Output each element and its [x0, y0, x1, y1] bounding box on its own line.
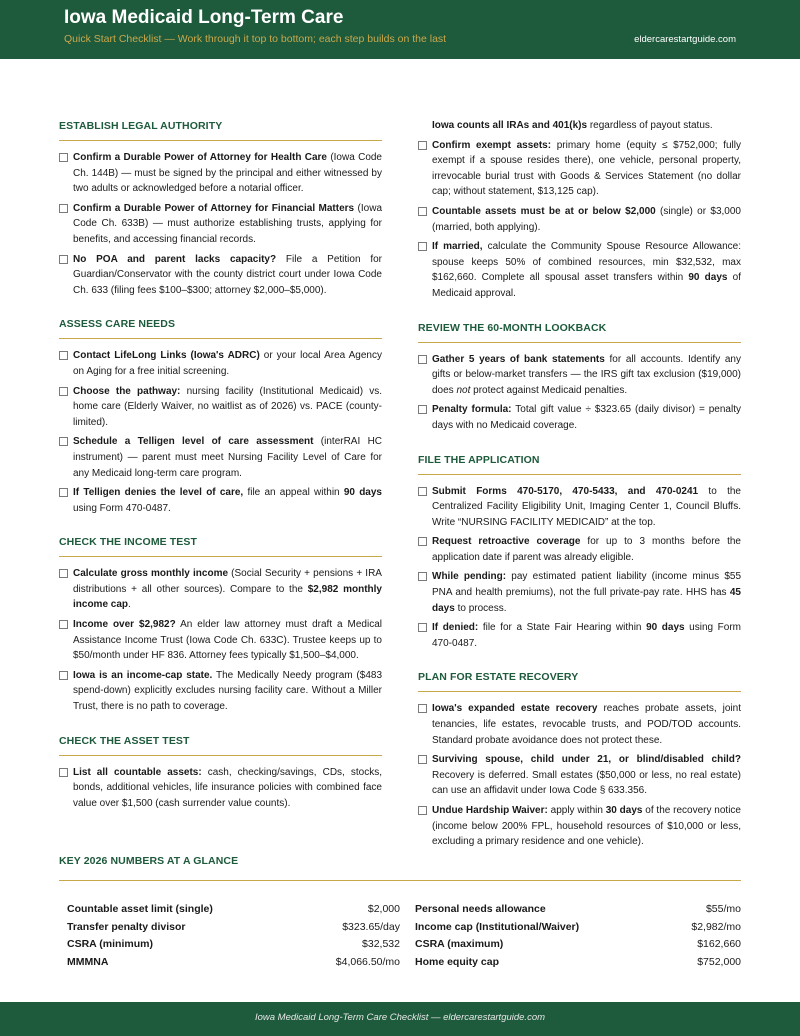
key-row: CSRA (minimum) $32,532	[67, 938, 400, 951]
checklist-item[interactable]: Undue Hardship Waiver: apply within 30 days of the recovery notice (income below 200% FPL, household resources of $10,000 or less, excluding a primary residence and one vehicle).	[418, 803, 741, 850]
checklist-item[interactable]: Iowa's expanded estate recovery reaches probate assets, joint tenancies, life estates, revocable trusts, and POD/TOD accounts. Standard probate avoidance does not protect these.	[418, 701, 741, 748]
checkbox-icon[interactable]	[418, 755, 427, 764]
asset-continuation: Iowa counts all IRAs and 401(k)s regardless of payout status.	[432, 120, 713, 131]
checkbox-icon[interactable]	[59, 351, 68, 360]
key-numbers-left	[67, 903, 400, 973]
checkbox-icon[interactable]	[418, 487, 427, 496]
section-title-care: ASSESS CARE NEEDS	[59, 318, 382, 339]
key-row: MMMNA $4,066.50/mo	[67, 955, 400, 968]
checkbox-icon[interactable]	[59, 255, 68, 264]
checklist-item[interactable]: Calculate gross monthly income (Social Security + pensions + IRA distributions + all other sources). Compare to the $2,982 monthly income cap.	[59, 566, 382, 613]
checklist-item[interactable]: Submit Forms 470-5170, 470-5433, and 470-0241 to the Centralized Facility Eligibility Unit, Imaging Center 1, Council Bluffs. Write “NURSING FACILITY MEDICAID” at the top.	[418, 484, 741, 531]
page-title: Iowa Medicaid Long-Term Care	[64, 7, 344, 28]
checklist-item[interactable]: List all countable assets: cash, checking/savings, CDs, stocks, bonds, additional vehicles, life insurance policies with combined face value over $1,500 (cash surrender value counts).	[59, 765, 382, 812]
checklist-item[interactable]: Confirm a Durable Power of Attorney for Financial Matters (Iowa Code Ch. 633B) — must authorize establishing trusts, applying for benefits, and accessing financial records.	[59, 201, 382, 248]
checklist-item[interactable]: No POA and parent lacks capacity? File a Petition for Guardian/Conservator with the county district court under Iowa Code Ch. 633 (filing fees $100–$300; attorney $2,000–$5,000).	[59, 252, 382, 299]
checkbox-icon[interactable]	[418, 242, 427, 251]
checklist-item[interactable]: Confirm a Durable Power of Attorney for Health Care (Iowa Code Ch. 144B) — must be signed by the principal and either witnessed by two adults or acknowledged before a notarial officer.	[59, 150, 382, 197]
key-row: Home equity cap $752,000	[415, 955, 741, 968]
section-title-legal: ESTABLISH LEGAL AUTHORITY	[59, 120, 382, 141]
checkbox-icon[interactable]	[418, 355, 427, 364]
checkbox-icon[interactable]	[59, 387, 68, 396]
checkbox-icon[interactable]	[418, 572, 427, 581]
checkbox-icon[interactable]	[59, 437, 68, 446]
site-url: eldercarestartguide.com	[634, 34, 736, 45]
checklist-item[interactable]: If denied: file for a State Fair Hearing within 90 days using Form 470-0487.	[418, 620, 741, 651]
page-header	[0, 0, 800, 59]
key-row: Countable asset limit (single) $2,000	[67, 903, 400, 915]
checklist-item[interactable]: Surviving spouse, child under 21, or blind/disabled child? Recovery is deferred. Small estates ($50,000 or less, no real estate) can use an affidavit under Iowa Code § 633.356.	[418, 752, 741, 799]
checklist-item[interactable]: Penalty formula: Total gift value ÷ $323.65 (daily divisor) = penalty days with no Medicaid coverage.	[418, 402, 741, 433]
checkbox-icon[interactable]	[59, 204, 68, 213]
checklist-item[interactable]: Iowa is an income-cap state. The Medically Needy program ($483 spend-down) explicitly excludes nursing facility care. Without a Miller Trust, there is no path to coverage.	[59, 668, 382, 715]
checklist-item[interactable]: Countable assets must be at or below $2,000 (single) or $3,000 (married, both applying).	[418, 204, 741, 235]
page-footer	[0, 1002, 800, 1036]
key-numbers-section	[59, 853, 741, 968]
key-row: CSRA (maximum) $162,660	[415, 938, 741, 951]
checkbox-icon[interactable]	[418, 405, 427, 414]
checkbox-icon[interactable]	[418, 704, 427, 713]
checklist-item[interactable]: Request retroactive coverage for up to 3 months before the application date if parent was already eligible.	[418, 534, 741, 565]
checklist-item[interactable]: Schedule a Telligen level of care assessment (interRAI HC instrument) — parent must meet Nursing Facility Level of Care for any Medicaid long-term care program.	[59, 434, 382, 481]
section-title-income: CHECK THE INCOME TEST	[59, 536, 382, 557]
left-column	[59, 118, 382, 815]
checklist-item[interactable]: While pending: pay estimated patient liability (income minus $55 PNA and health premiums), not the full private-pay rate. HHS has 45 days to process.	[418, 569, 741, 616]
checklist-item[interactable]: Confirm exempt assets: primary home (equity ≤ $752,000; fully exempt if a spouse resides there), one vehicle, personal property, irrevocable burial trust with Goods & Services Statement (no dollar cap; without statement, $13,125 cap).	[418, 138, 741, 200]
checkbox-icon[interactable]	[59, 620, 68, 629]
key-row: Personal needs allowance $55/mo	[415, 903, 741, 915]
checkbox-icon[interactable]	[418, 537, 427, 546]
key-numbers-right	[415, 903, 741, 973]
checklist-item[interactable]: Choose the pathway: nursing facility (Institutional Medicaid) vs. home care (Elderly Waiver, no waitlist as of 2026) vs. PACE (county-limited).	[59, 384, 382, 431]
checklist-item[interactable]: Contact LifeLong Links (Iowa's ADRC) or your local Area Agency on Aging for a free initial screening.	[59, 348, 382, 379]
footer-text: Iowa Medicaid Long-Term Care Checklist — eldercarestartguide.com	[254, 1012, 546, 1023]
page-subtitle: Quick Start Checklist — Work through it top to bottom; each step builds on the last	[64, 33, 447, 45]
checkbox-icon[interactable]	[418, 806, 427, 815]
checkbox-icon[interactable]	[59, 768, 68, 777]
checkbox-icon[interactable]	[59, 488, 68, 497]
section-title-lookback: REVIEW THE 60-MONTH LOOKBACK	[418, 322, 741, 343]
section-title-estate: PLAN FOR ESTATE RECOVERY	[418, 671, 741, 692]
checkbox-icon[interactable]	[59, 569, 68, 578]
checklist-item[interactable]: Gather 5 years of bank statements for all accounts. Identify any gifts or below-market transfers — the IRS gift tax exclusion ($19,000) does not protect against Medicaid penalties.	[418, 352, 741, 399]
section-title-asset: CHECK THE ASSET TEST	[59, 735, 382, 756]
key-row: Transfer penalty divisor $323.65/day	[67, 920, 400, 933]
checkbox-icon[interactable]	[59, 671, 68, 680]
key-row: Income cap (Institutional/Waiver) $2,982/mo	[415, 920, 741, 933]
checkbox-icon[interactable]	[418, 207, 427, 216]
checkbox-icon[interactable]	[59, 153, 68, 162]
checkbox-icon[interactable]	[418, 623, 427, 632]
section-title-file: FILE THE APPLICATION	[418, 454, 741, 475]
checklist-item[interactable]: If married, calculate the Community Spouse Resource Allowance: spouse keeps 50% of combined resources, min $32,532, max $162,660. Complete all spousal asset transfers within 90 days of Medicaid approval.	[418, 239, 741, 301]
right-column	[418, 118, 741, 854]
checklist-item[interactable]: If Telligen denies the level of care, file an appeal within 90 days using Form 470-0487.	[59, 485, 382, 516]
section-title-key-numbers: KEY 2026 NUMBERS AT A GLANCE	[59, 855, 741, 881]
checkbox-icon[interactable]	[418, 141, 427, 150]
checklist-item[interactable]: Income over $2,982? An elder law attorney must draft a Medical Assistance Income Trust (Iowa Code Ch. 633C). Trustee keeps up to $50/month under HF 836. Attorney fees typically $1,500–$4,000.	[59, 617, 382, 664]
